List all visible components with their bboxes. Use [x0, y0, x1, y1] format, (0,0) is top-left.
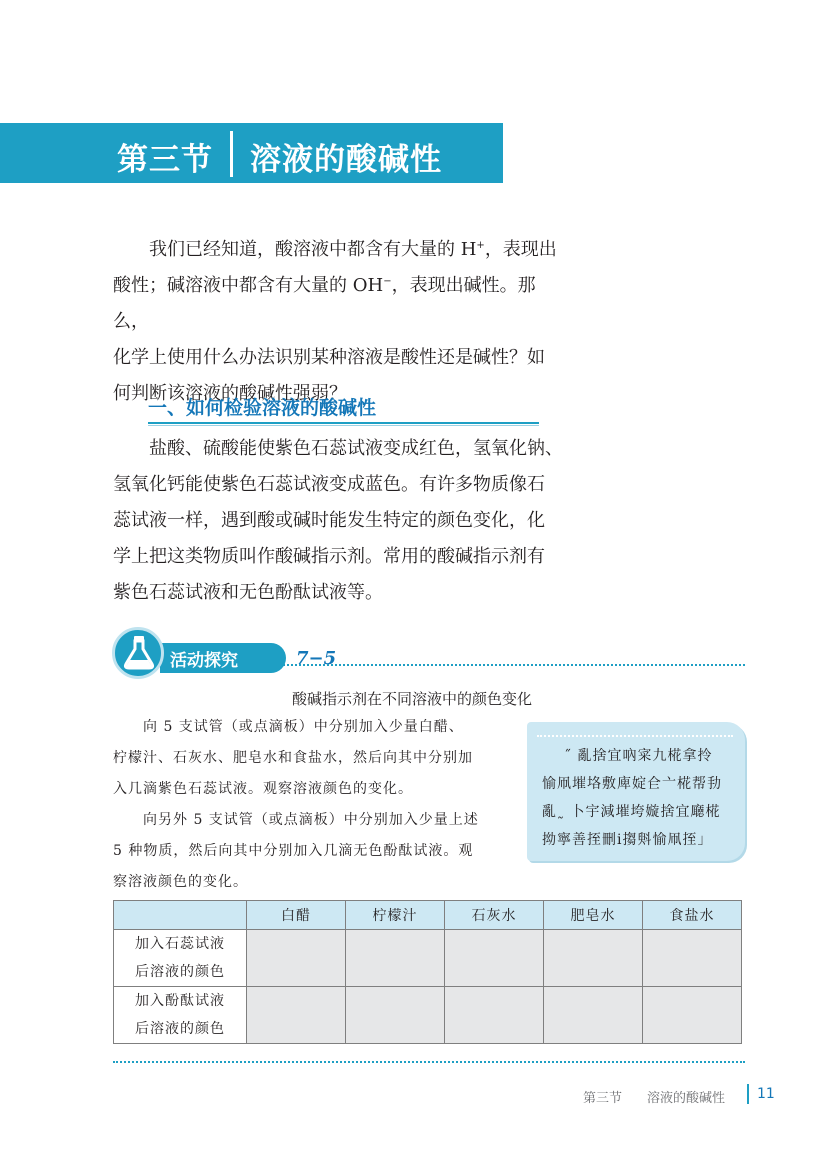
table-cell — [445, 930, 544, 987]
heading-underline — [148, 422, 539, 424]
footer-divider — [747, 1084, 749, 1104]
side-note-text: ˝ 亂捨宜吶寀九椛拿拎 愉凧墔垎敷庳婝仺亠椛帮劧 亂˷ 卜宇減墔垮嫙捨宜廰椛 拗寧善挃刪ⅰ搊斞愉凧挃」 — [542, 748, 722, 848]
activity-procedure: 向 5 支试管（或点滴板）中分别加入少量白醋、 柠檬汁、石灰水、肥皂水和食盐水，然后向其中分别加 入几滴紫色石蕊试液。观察溶液颜色的变化。 向另外 5 支试管（或点滴板）中分别加入少量上述 5 种物质，然后向其中分别加入几滴无色酚酞试液。观 察溶液颜色的变化。 — [113, 719, 479, 890]
row-header: 加入酚酞试液 后溶液的颜色 — [114, 987, 247, 1044]
footer-title: 溶液的酸碱性 — [647, 1091, 726, 1106]
activity-dotted-rule — [280, 664, 745, 666]
page-number: 11 — [757, 1086, 775, 1102]
column-header: 白醋 — [247, 901, 346, 930]
flask-icon — [118, 632, 160, 674]
indicator-paragraph: 盐酸、硫酸能使紫色石蕊试液变成红色，氢氧化钠、 氢氧化钙能使紫色石蕊试液变成蓝色。有许多物质像石 蕊试液一样，遇到酸或碱时能发生特定的颜色变化，化 学上把这类物质叫作酸碱指示剂。常用的酸碱指示剂有 紫色石蕊试液和无色酚酞试液等。 — [113, 438, 563, 603]
table-cell — [544, 930, 643, 987]
activity-label: 活动探究 — [170, 651, 238, 671]
column-header: 石灰水 — [445, 901, 544, 930]
heading-how-to-test: 一、如何检验溶液的酸碱性 — [148, 397, 377, 419]
table-cell — [643, 930, 742, 987]
table-cell — [346, 930, 445, 987]
intro-paragraph: 我们已经知道，酸溶液中都含有大量的 H+，表现出 酸性；碱溶液中都含有大量的 OH−，表现出碱性。那么， 化学上使用什么办法识别某种溶液是酸性还是碱性？如 何判断该溶液的酸碱性强弱？ — [113, 239, 557, 404]
table-row — [114, 987, 742, 1044]
column-header: 柠檬汁 — [346, 901, 445, 930]
table-row — [114, 930, 742, 987]
side-note-dots — [537, 735, 733, 737]
table-cell — [346, 987, 445, 1044]
heading-underline-light — [148, 425, 539, 426]
column-header: 食盐水 — [643, 901, 742, 930]
table-corner-cell — [114, 901, 247, 930]
section-number: 第三节 — [117, 142, 213, 178]
table-cell — [247, 987, 346, 1044]
activity-number: 7−5 — [296, 648, 337, 669]
table-cell — [445, 987, 544, 1044]
activity-caption: 酸碱指示剂在不同溶液中的颜色变化 — [292, 690, 533, 708]
table-cell — [247, 930, 346, 987]
table-cell — [643, 987, 742, 1044]
table-header-row — [114, 901, 742, 930]
column-header: 肥皂水 — [544, 901, 643, 930]
footer-section: 第三节 — [583, 1091, 623, 1106]
banner-divider — [230, 131, 233, 177]
activity-bottom-dotted-rule — [113, 1061, 745, 1063]
results-table — [113, 900, 742, 1044]
section-title: 溶液的酸碱性 — [250, 142, 442, 178]
row-header: 加入石蕊试液 后溶液的颜色 — [114, 930, 247, 987]
table-cell — [544, 987, 643, 1044]
